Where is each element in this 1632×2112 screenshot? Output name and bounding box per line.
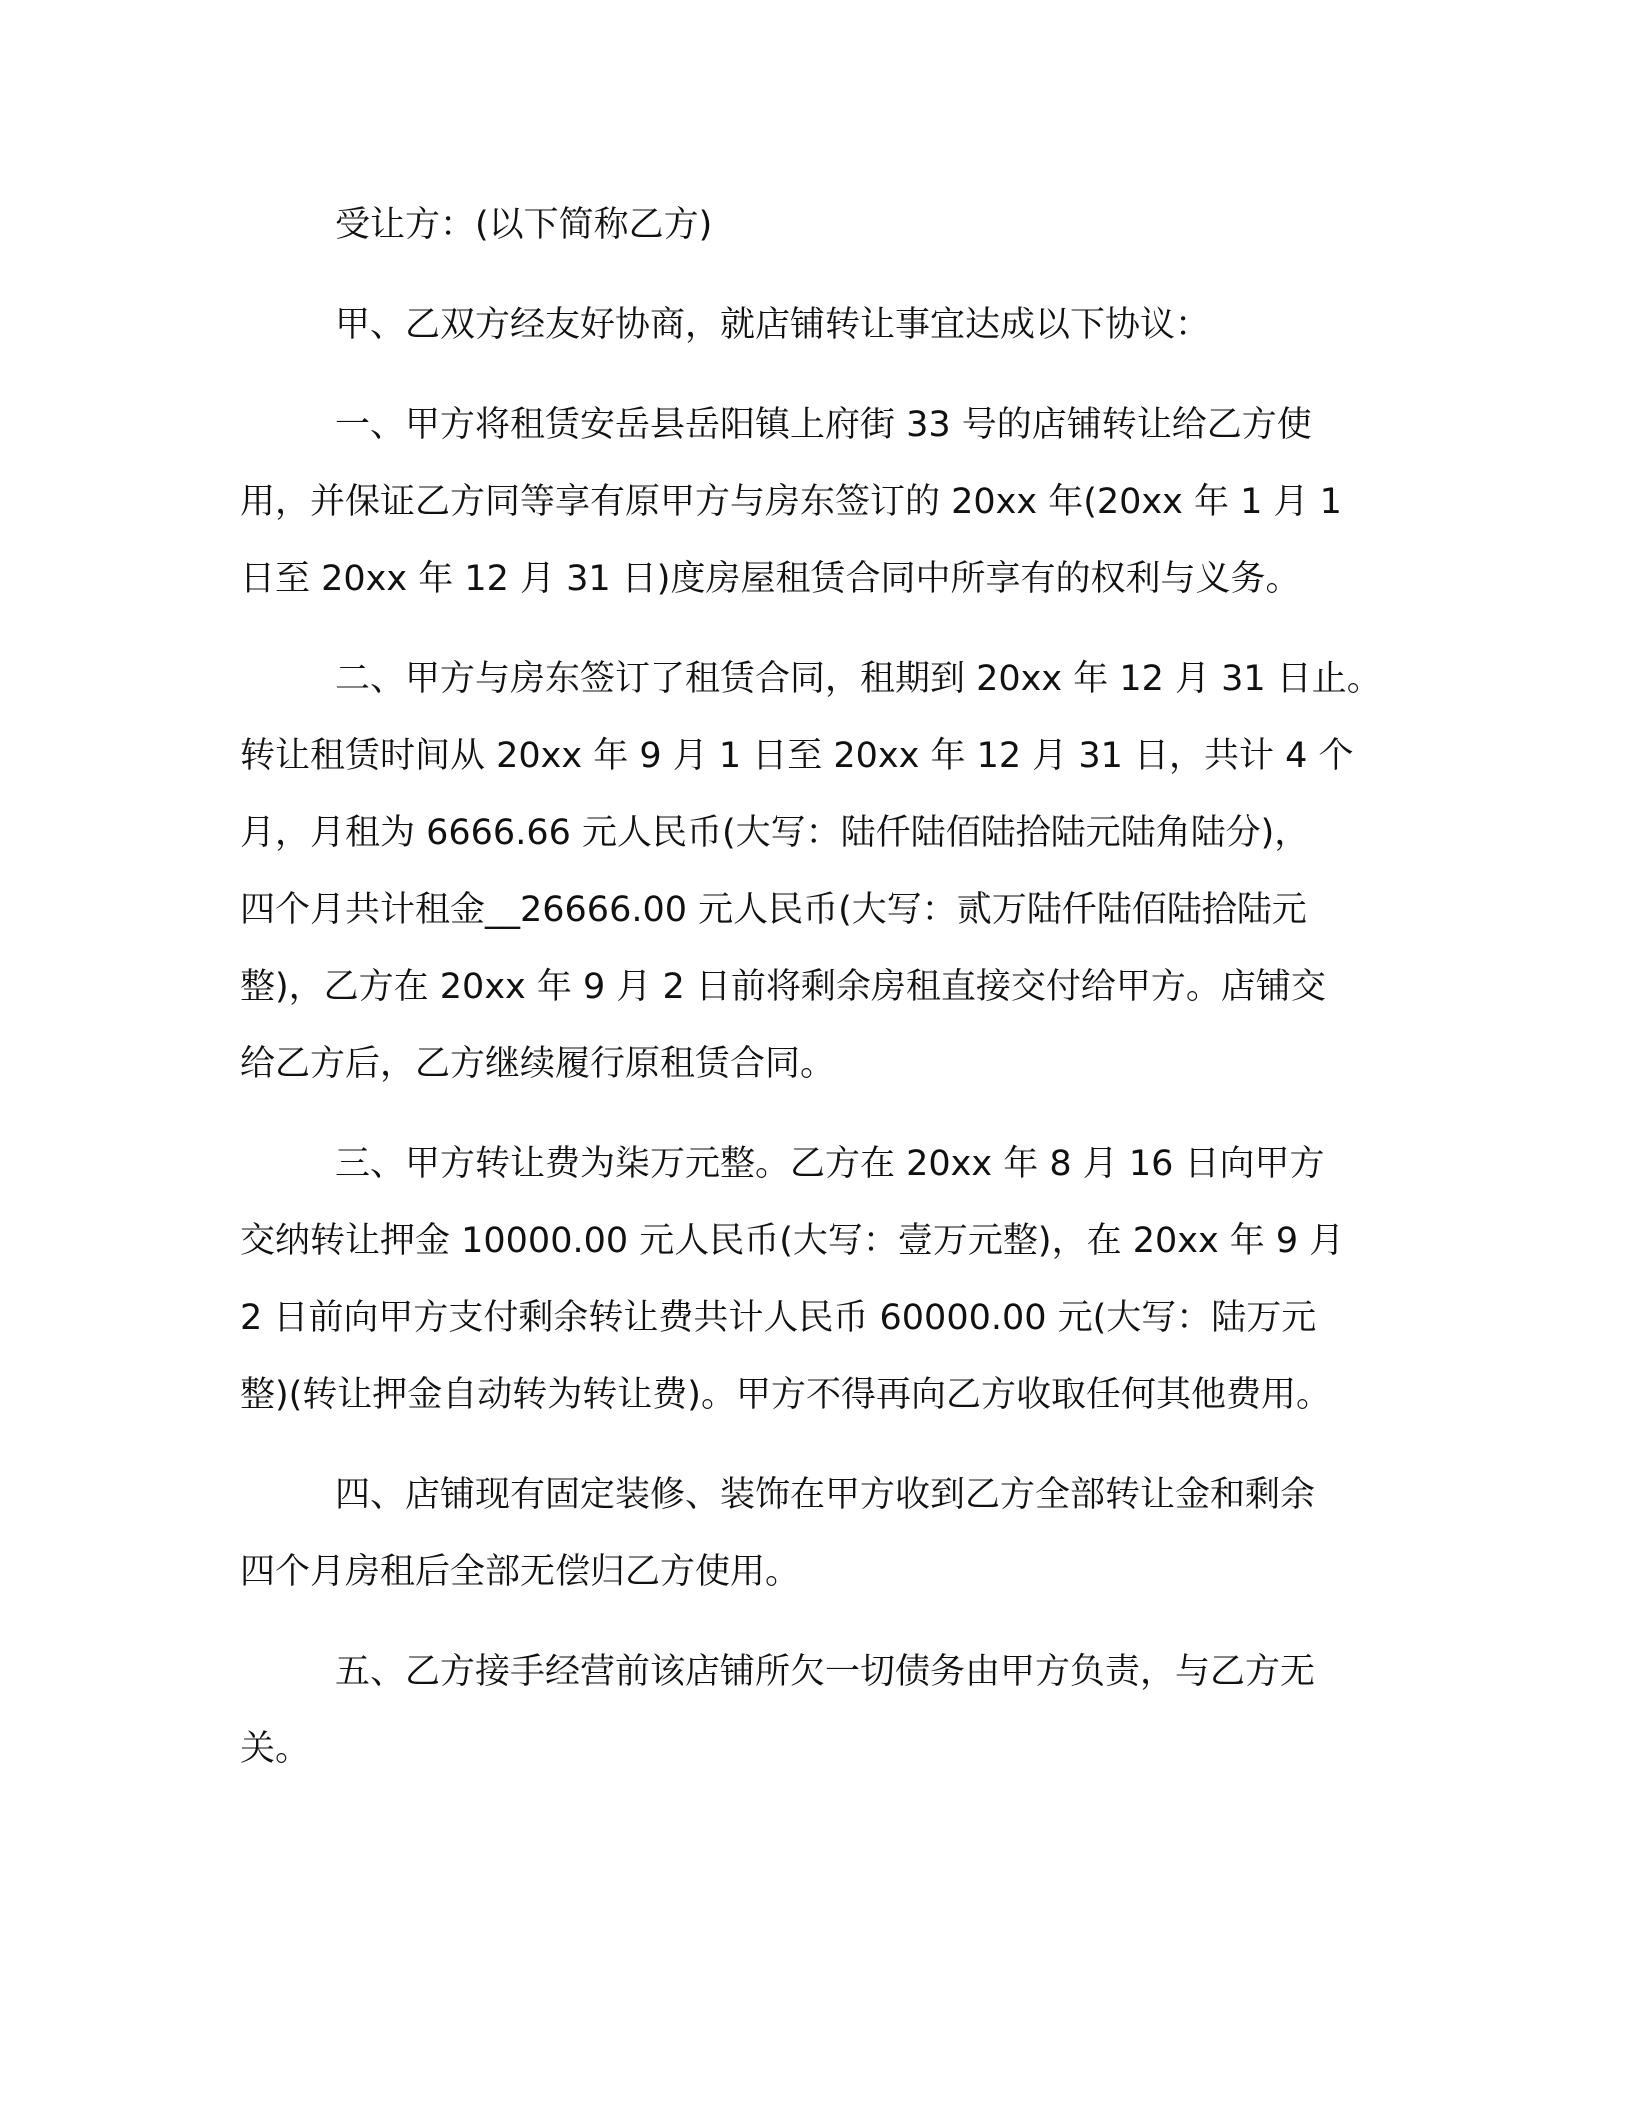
- text-line: 关。: [240, 1729, 311, 1769]
- text-line: 给乙方后，乙方继续履行原租赁合同。: [240, 1044, 836, 1084]
- text-line: 月，月租为 6666.66 元人民币(大写：陆仟陆佰陆拾陆元陆角陆分)，: [240, 813, 1310, 853]
- text-line: 交纳转让押金 10000.00 元人民币(大写：壹万元整)，在 20xx 年 9 月: [240, 1221, 1345, 1261]
- text-line: 整)(转让押金自动转为转让费)。甲方不得再向乙方收取任何其他费用。: [240, 1375, 1331, 1415]
- text-line: 一、甲方将租赁安岳县岳阳镇上府街 33 号的店铺转让给乙方使: [335, 405, 1312, 445]
- paragraph-clause-3: [240, 1126, 1390, 1434]
- paragraph-clause-4: [240, 1457, 1390, 1611]
- paragraph-preamble: [240, 287, 1390, 364]
- text-line: 四个月共计租金__26666.00 元人民币(大写：贰万陆仟陆佰陆拾陆元: [240, 890, 1307, 930]
- text-line: 日至 20xx 年 12 月 31 日)度房屋租赁合同中所享有的权利与义务。: [240, 559, 1301, 599]
- text-line: 用，并保证乙方同等享有原甲方与房东签订的 20xx 年(20xx 年 1 月 1: [240, 482, 1342, 522]
- paragraph-clause-1: [240, 387, 1390, 618]
- text-line: 五、乙方接手经营前该店铺所欠一切债务由甲方负责，与乙方无: [335, 1652, 1316, 1692]
- paragraph-clause-5: [240, 1634, 1390, 1788]
- text-line: 四、店铺现有固定装修、装饰在甲方收到乙方全部转让金和剩余: [335, 1475, 1316, 1515]
- text-line: 甲、乙双方经友好协商，就店铺转让事宜达成以下协议：: [335, 305, 1211, 345]
- text-line: 四个月房租后全部无偿归乙方使用。: [240, 1552, 801, 1592]
- text-line: 三、甲方转让费为柒万元整。乙方在 20xx 年 8 月 16 日向甲方: [335, 1144, 1325, 1184]
- paragraph-clause-2: [240, 641, 1390, 1103]
- text-line: 2 日前向甲方支付剩余转让费共计人民币 60000.00 元(大写：陆万元: [240, 1298, 1317, 1338]
- text-line: 受让方：(以下简称乙方): [335, 205, 713, 245]
- text-line: 二、甲方与房东签订了租赁合同，租期到 20xx 年 12 月 31 日止。: [335, 659, 1382, 699]
- paragraph-transferee: [240, 187, 1390, 264]
- document-body: [240, 187, 1390, 1788]
- text-line: 整)，乙方在 20xx 年 9 月 2 日前将剩余房租直接交付给甲方。店铺交: [240, 967, 1326, 1007]
- text-line: 转让租赁时间从 20xx 年 9 月 1 日至 20xx 年 12 月 31 日，共计 4 个: [240, 736, 1354, 776]
